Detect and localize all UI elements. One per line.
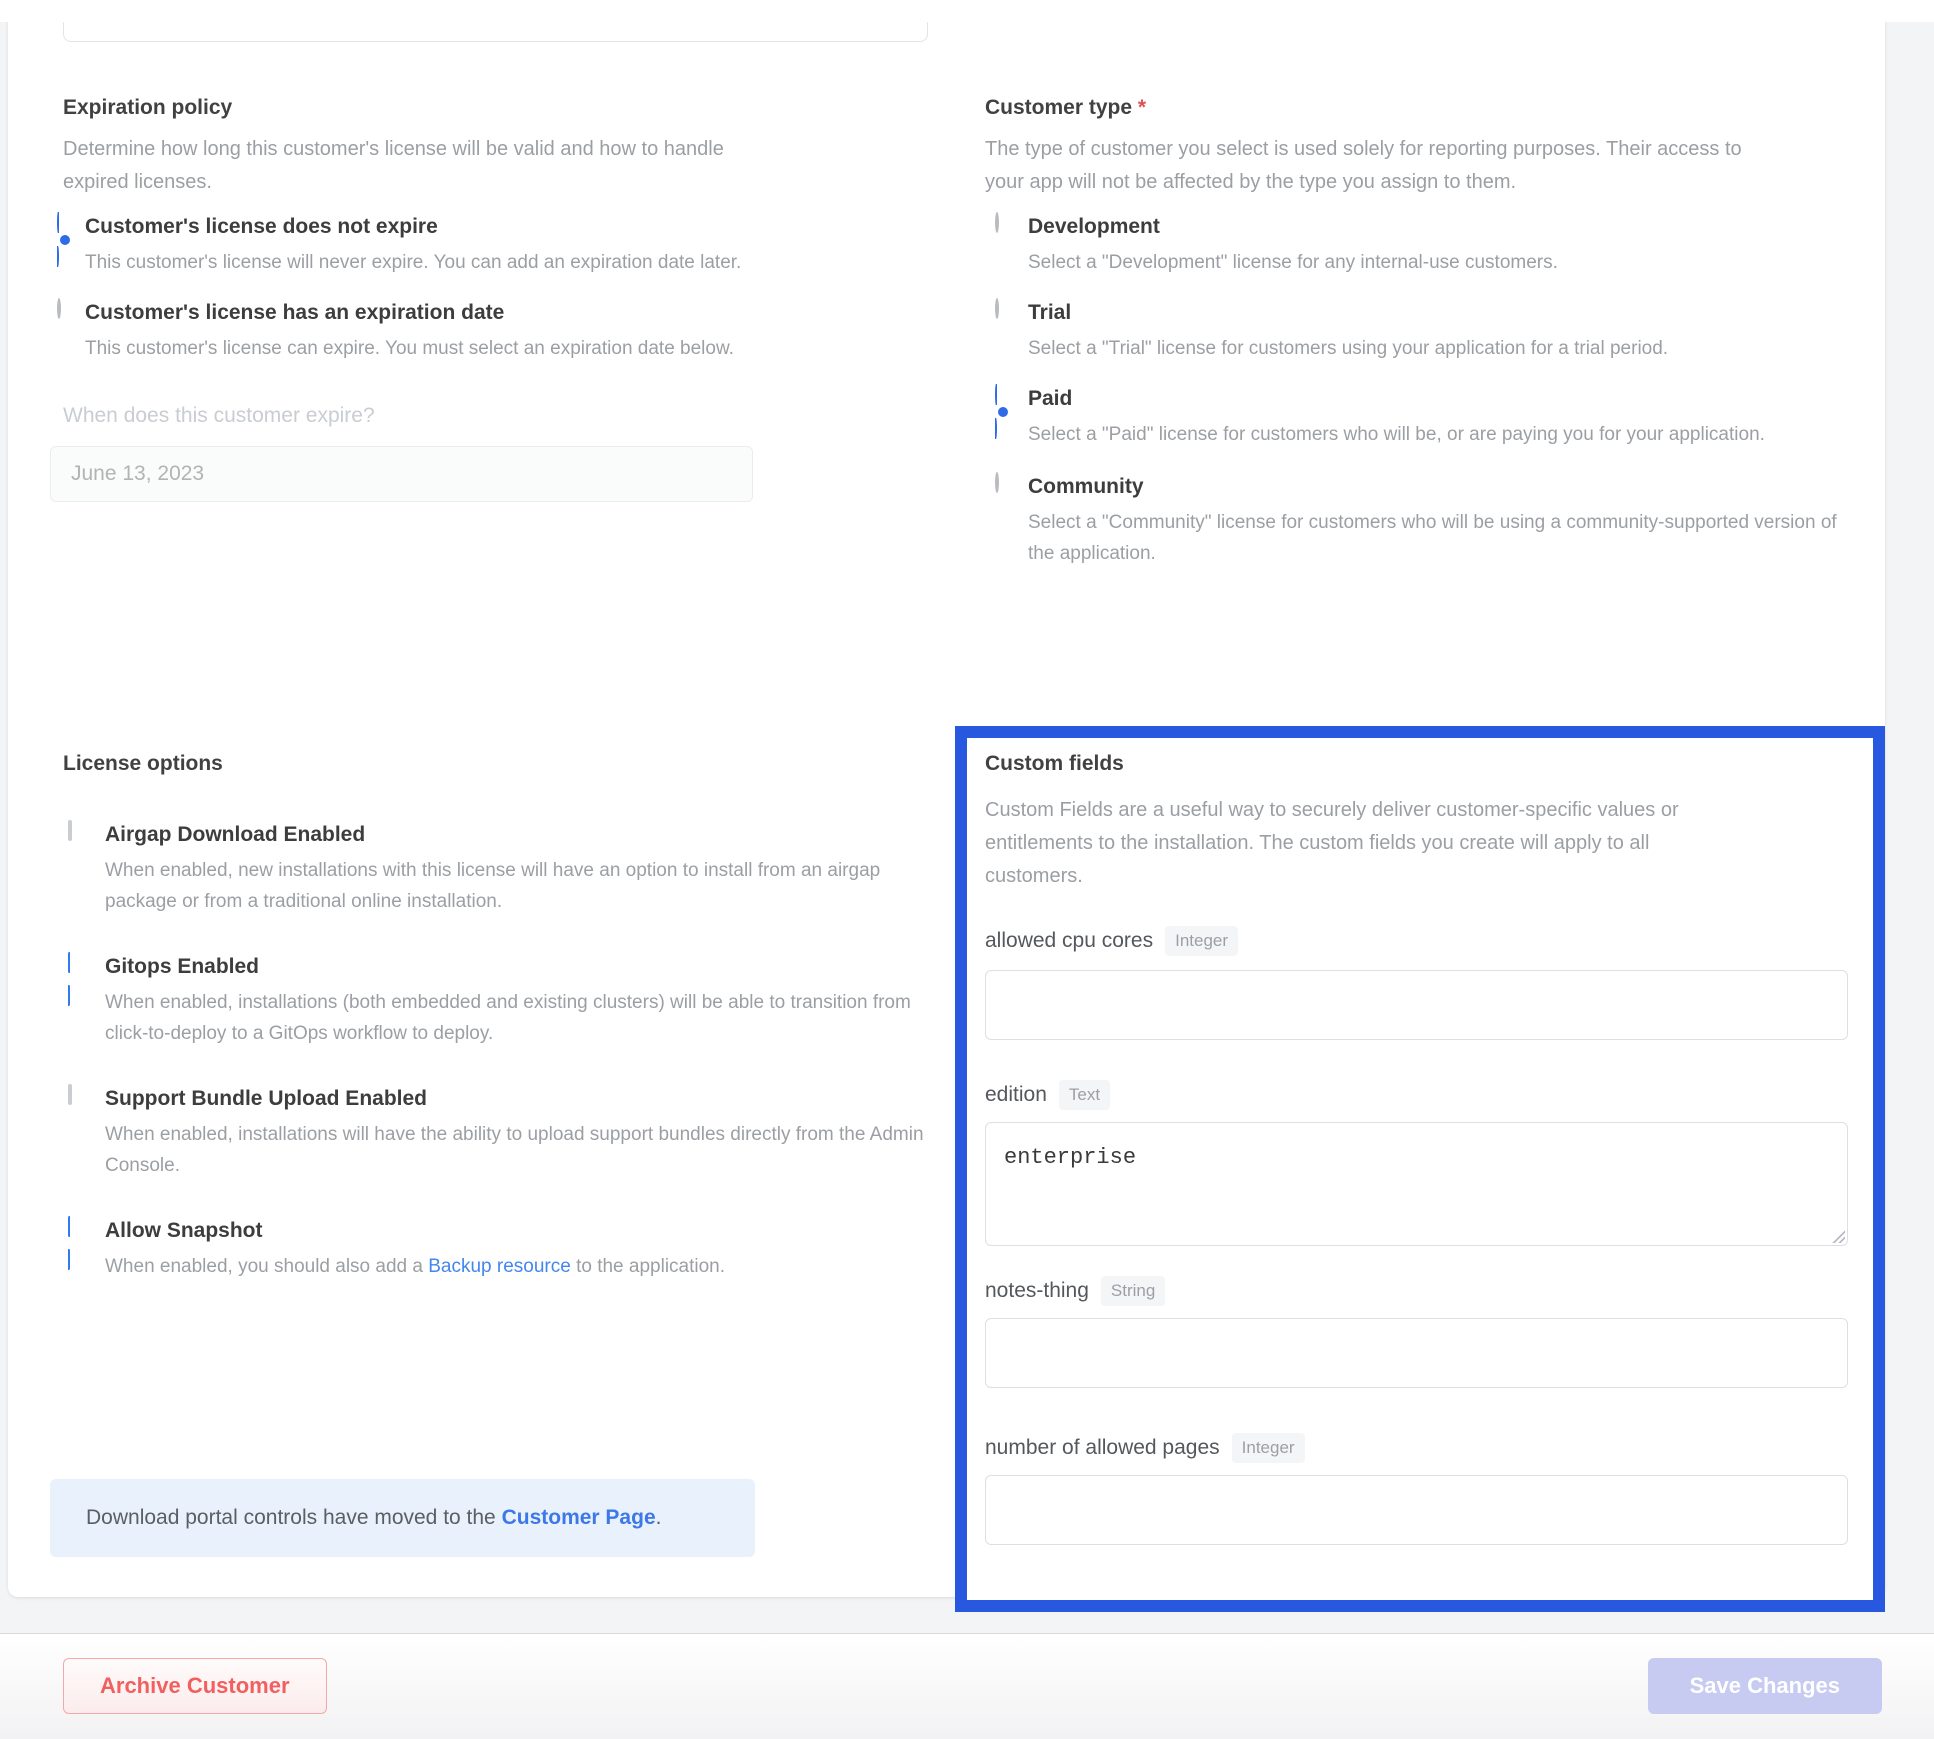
option-label: Gitops Enabled	[105, 955, 260, 978]
option-description	[105, 1251, 930, 1282]
field-row-notes-thing	[985, 1276, 1165, 1306]
radio-license-does-not-expire[interactable]	[57, 212, 85, 267]
notice-text: Download portal controls have moved to the	[86, 1506, 502, 1529]
option-support-bundle-upload[interactable]	[68, 1086, 930, 1181]
option-label: Trial	[1028, 301, 1072, 324]
customer-page-link[interactable]: Customer Page	[501, 1506, 656, 1529]
field-label: notes-thing	[985, 1279, 1089, 1302]
expiration-date-input[interactable]: June 13, 2023	[50, 446, 753, 502]
notice-suffix: .	[655, 1506, 662, 1529]
option-license-has-expiration[interactable]	[57, 300, 897, 364]
notes-thing-input[interactable]	[985, 1318, 1848, 1388]
option-label: Development	[1028, 215, 1160, 238]
option-license-does-not-expire[interactable]	[57, 214, 897, 278]
field-label: number of allowed pages	[985, 1436, 1220, 1459]
radio-license-has-expiration[interactable]	[57, 298, 61, 319]
option-description: When enabled, new installations with this license will have an option to install from an airgap package or from a traditional online installation.	[105, 860, 881, 912]
option-label: Support Bundle Upload Enabled	[105, 1087, 427, 1110]
field-label: allowed cpu cores	[985, 929, 1154, 952]
option-allow-snapshot[interactable]	[68, 1218, 930, 1282]
number-of-allowed-pages-input[interactable]	[985, 1475, 1848, 1545]
field-row-allowed-cpu-cores	[985, 926, 1238, 956]
option-description: Select a "Community" license for customers who will be using a community-supported version of the application.	[1028, 512, 1837, 564]
checkbox-support-bundle-upload[interactable]	[68, 1084, 72, 1105]
expiration-policy-description: Determine how long this customer's license will be valid and how to handle expired licenses.	[63, 138, 724, 193]
customer-type-description: The type of customer you select is used solely for reporting purposes. Their access to your app will not be affected by the type you assign to them.	[985, 138, 1742, 193]
license-options-title: License options	[63, 752, 223, 775]
option-description: Select a "Development" license for any internal-use customers.	[1028, 252, 1558, 273]
expire-question-label: When does this customer expire?	[63, 404, 375, 427]
customer-type-title-text: Customer type	[985, 96, 1133, 119]
option-label: Paid	[1028, 387, 1073, 410]
custom-fields-title: Custom fields	[985, 752, 1124, 775]
resize-handle-icon[interactable]	[1830, 1228, 1845, 1243]
radio-paid[interactable]	[995, 384, 1028, 439]
option-label: Airgap Download Enabled	[105, 823, 366, 846]
option-label: Allow Snapshot	[105, 1219, 263, 1242]
option-description: When enabled, installations (both embedded and existing clusters) will be able to transition from click-to-deploy to a GitOps workflow to deploy.	[105, 992, 911, 1044]
checkbox-gitops-enabled[interactable]	[68, 952, 105, 1006]
field-type-badge: Text	[1059, 1080, 1110, 1110]
custom-fields-description: Custom Fields are a useful way to securely deliver customer-specific values or entitlements to the installation. The custom fields you create will apply to all customers.	[985, 799, 1679, 887]
option-description: Select a "Trial" license for customers using your application for a trial period.	[1028, 338, 1669, 359]
settings-card	[8, 0, 1885, 1597]
option-airgap-download[interactable]	[68, 822, 930, 917]
field-row-edition	[985, 1080, 1110, 1110]
save-changes-button[interactable]: Save Changes	[1648, 1658, 1882, 1714]
edition-textarea[interactable]	[985, 1122, 1848, 1246]
option-description: This customer's license will never expire. You can add an expiration date later.	[85, 252, 742, 273]
option-community[interactable]	[995, 474, 1838, 569]
field-label: edition	[985, 1083, 1047, 1106]
option-description: Select a "Paid" license for customers who will be, or are paying you for your application.	[1028, 424, 1765, 445]
archive-customer-button[interactable]: Archive Customer	[63, 1658, 327, 1714]
description-prefix: When enabled, you should also add a	[105, 1256, 429, 1277]
option-trial[interactable]	[995, 300, 1838, 364]
checkbox-airgap-download[interactable]	[68, 820, 72, 841]
field-type-badge: String	[1101, 1276, 1165, 1306]
field-row-number-of-allowed-pages	[985, 1433, 1305, 1463]
radio-development[interactable]	[995, 212, 999, 233]
checkbox-allow-snapshot[interactable]	[68, 1216, 105, 1270]
customer-type-title	[985, 96, 1146, 120]
option-paid[interactable]	[995, 386, 1838, 450]
option-gitops-enabled[interactable]	[68, 954, 930, 1049]
option-description: When enabled, installations will have the ability to upload support bundles directly from the Admin Console.	[105, 1124, 924, 1176]
top-strip	[0, 0, 1934, 22]
field-type-badge: Integer	[1232, 1433, 1305, 1463]
option-label: Community	[1028, 475, 1144, 498]
radio-community[interactable]	[995, 472, 999, 493]
footer-bar	[0, 1633, 1934, 1739]
option-label: Customer's license has an expiration date	[85, 301, 505, 324]
option-development[interactable]	[995, 214, 1838, 278]
radio-trial[interactable]	[995, 298, 999, 319]
required-asterisk: *	[1137, 96, 1147, 119]
field-type-badge: Integer	[1165, 926, 1238, 956]
allowed-cpu-cores-input[interactable]	[985, 970, 1848, 1040]
custom-fields-section	[955, 726, 1885, 1612]
expiration-policy-title: Expiration policy	[63, 96, 233, 119]
download-portal-notice	[50, 1479, 755, 1557]
option-label: Customer's license does not expire	[85, 215, 438, 238]
description-suffix: to the application.	[570, 1256, 726, 1277]
backup-resource-link[interactable]: Backup resource	[428, 1256, 571, 1277]
option-description: This customer's license can expire. You must select an expiration date below.	[85, 338, 734, 359]
edition-textarea-wrap	[985, 1122, 1848, 1246]
